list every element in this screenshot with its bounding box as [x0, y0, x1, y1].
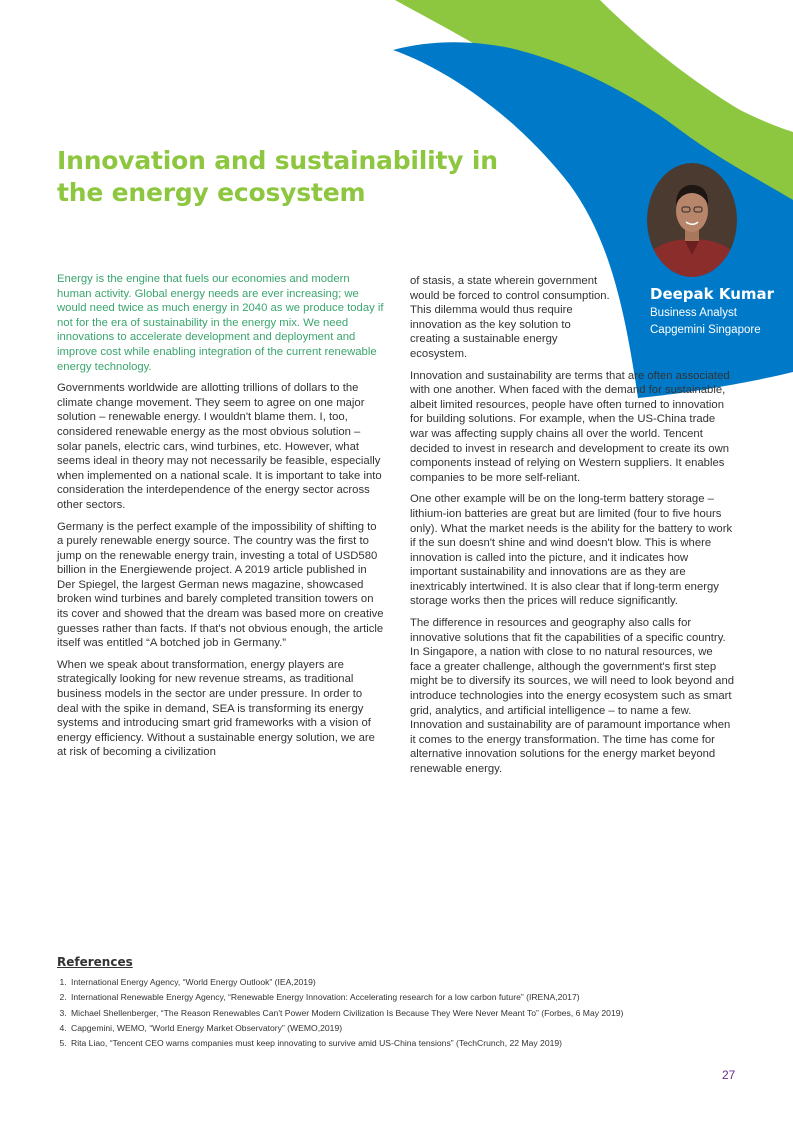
- author-photo: [647, 163, 737, 277]
- references-section: [57, 955, 747, 1051]
- article-title: Innovation and sustainability in the energy ecosystem: [57, 146, 498, 207]
- author-name: Deepak Kumar: [650, 285, 775, 303]
- right-column: [410, 274, 736, 784]
- body-paragraph: of stasis, a state wherein government would be forced to control consumption. This dilemma would thus require innovation as the key solution to creating a sustainable energy ecosystem.: [410, 275, 610, 360]
- reference-item: 1. International Energy Agency, “World Energy Outlook” (IEA,2019): [69, 975, 747, 990]
- author-portrait-icon: [647, 163, 737, 277]
- page-number: 27: [722, 1068, 736, 1082]
- author-role: Business Analyst: [650, 307, 737, 319]
- reference-item: 2. International Renewable Energy Agency, “Renewable Energy Innovation: Accelerating research for a low carbon future” (IRENA,2017): [69, 990, 747, 1005]
- reference-item: 5. Rita Liao, “Tencent CEO warns companies must keep innovating to survive amid US-China tensions” (TechCrunch, 22 May 2019): [69, 1036, 747, 1051]
- left-column: [57, 272, 385, 767]
- author-company: Capgemini Singapore: [650, 324, 761, 336]
- reference-item: 3. Michael Shellenberger, “The Reason Renewables Can't Power Modern Civilization Is Because They Were Never Meant To” (Forbes, 6 May 2019): [69, 1006, 747, 1021]
- body-paragraph: The difference in resources and geography also calls for innovative solutions that fit the capabilities of a specific country. In Singapore, a nation with close to no natural resources, we face a greater challenge, although the government's first step might be to diversify its sources, we will need to look beyond and introduce technologies into the energy ecosystem such as smart grid, analytics, and artificial intelligence – to name a few. Innovation and sustainability are of paramount importance when it comes to the energy transformation. The time has come for alternative innovation solutions for the energy market beyond renewable energy.: [410, 617, 735, 775]
- body-paragraph: When we speak about transformation, energy players are strategically looking for new revenue streams, as traditional business models in the sector are under pressure. In order to deal with the spike in demand, SEA is transforming its energy systems and introducing smart grid frameworks with a vision of energy efficiency. Without a sustainable energy solution, we are at risk of becoming a civilization: [57, 658, 375, 759]
- lead-paragraph: Energy is the engine that fuels our economies and modern human activity. Global energy needs are ever increasing; we would need twice as much energy in 2040 as we produce today if not for the era of sustainability in the energy mix. We need innovations to accelerate development and deployment and improve cost while enabling integration of the current renewable energy technology.: [57, 273, 384, 373]
- body-paragraph: Governments worldwide are allotting trillions of dollars to the climate change movement. They seem to agree on one major solution – renewable energy. I wouldn't blame them. I, too, considered renewable energy as the most obvious solution – solar panels, electric cars, wind turbines, etc. However, what seems ideal in theory may not necessarily be feasible, especially when implemented on a national scale. It is important to take into consideration the interdependence of the energy sector across other sectors.: [57, 382, 382, 511]
- references-list: [57, 975, 747, 1051]
- body-paragraph: Innovation and sustainability are terms that are often associated with one another. When faced with the demand for sustainable, albeit limited resources, people have often turned to innovation for building solutions. For example, when the US-China trade war was affecting supply chains all over the world. Tencent decided to invest in research and development to create its own components instead of relying on Western suppliers. It enables companies to be more self-reliant.: [410, 369, 730, 484]
- body-paragraph: Germany is the perfect example of the impossibility of shifting to a purely renewable energy source. The country was the first to jump on the renewable energy train, investing a total of USD580 billion in the Energiewende project. A 2019 article published in Der Spiegel, the largest German news magazine, showcased broken wind turbines and barely completed transition towers on its cover and showed that the dream was based more on creative guesses rather than facts. If that's not obvious enough, the article itself was entitled “A botched job in Germany.”: [57, 520, 384, 650]
- references-title: References: [57, 955, 133, 969]
- reference-item: 4. Capgemini, WEMO, “World Energy Market Observatory” (WEMO,2019): [69, 1021, 747, 1036]
- body-paragraph: One other example will be on the long-term battery storage – lithium-ion batteries are great but are limited (four to five hours only). What the market needs is the ability for the battery to work if the sun doesn't shine and wind doesn't blow. This is where innovation is called into the picture, and it indicates how important sustainability and innovations are as they are inextricably intertwined. It is also clear that if long-term energy storage works then the prices will reduce significantly.: [410, 493, 733, 608]
